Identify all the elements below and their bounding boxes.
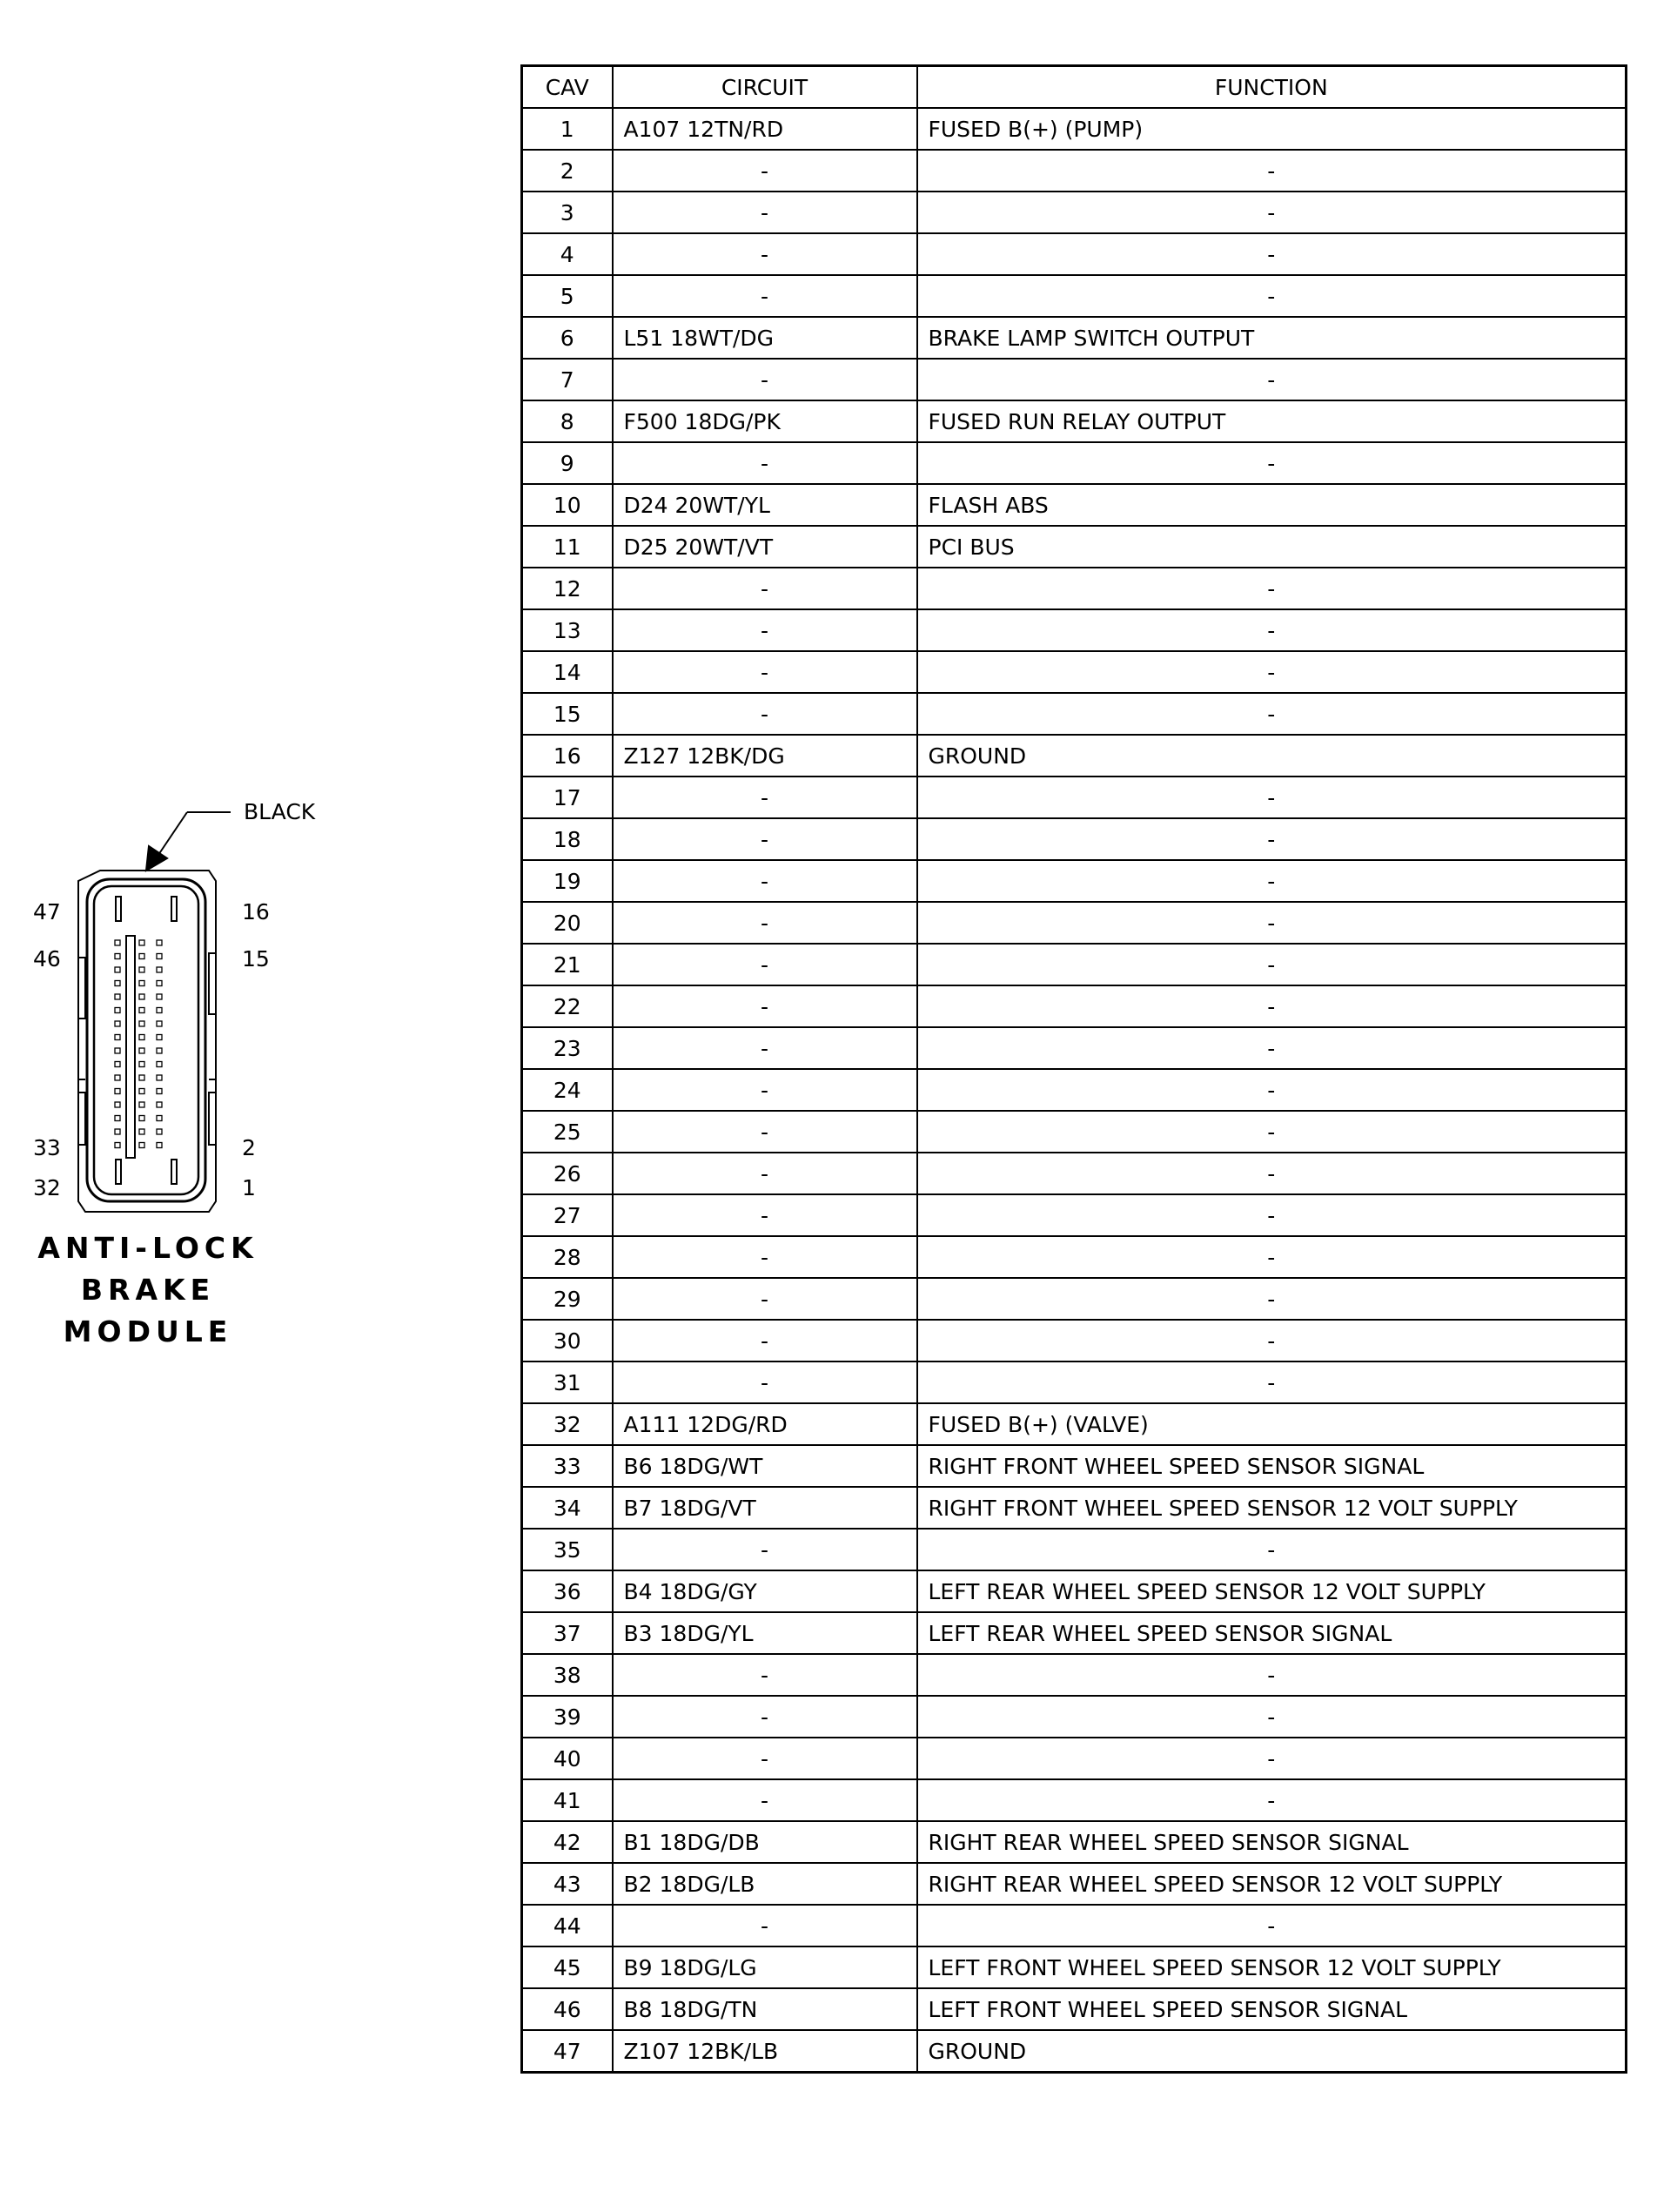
cav-cell: 47	[522, 2030, 613, 2073]
function-cell: LEFT FRONT WHEEL SPEED SENSOR 12 VOLT SUPPLY	[917, 1946, 1627, 1988]
circuit-cell: -	[613, 1069, 917, 1111]
pin-cavity	[139, 1089, 144, 1094]
cav-cell: 22	[522, 985, 613, 1027]
table-row	[522, 568, 1627, 609]
pin-cavity	[139, 1143, 144, 1148]
function-cell: -	[917, 1320, 1627, 1361]
pin-label-47: 47	[33, 899, 61, 924]
cav-cell: 19	[522, 860, 613, 902]
circuit-cell: -	[613, 359, 917, 400]
connector-diagram	[0, 783, 487, 1393]
pin-cavity	[115, 1021, 120, 1026]
table-header-row	[522, 66, 1627, 109]
pin-cavity	[157, 940, 162, 945]
cav-cell: 13	[522, 609, 613, 651]
circuit-cell: -	[613, 568, 917, 609]
pin-label-33: 33	[33, 1135, 61, 1160]
table-row	[522, 1111, 1627, 1153]
table-row	[522, 192, 1627, 233]
function-cell: -	[917, 1696, 1627, 1738]
circuit-cell: -	[613, 609, 917, 651]
function-cell: -	[917, 902, 1627, 944]
function-cell: -	[917, 1654, 1627, 1696]
cav-cell: 8	[522, 400, 613, 442]
pin-cavity	[115, 1116, 120, 1121]
circuit-cell: -	[613, 1529, 917, 1570]
circuit-cell: B1 18DG/DB	[613, 1821, 917, 1863]
cav-cell: 9	[522, 442, 613, 484]
circuit-cell: -	[613, 192, 917, 233]
circuit-cell: -	[613, 1153, 917, 1194]
cav-cell: 7	[522, 359, 613, 400]
circuit-cell: B9 18DG/LG	[613, 1946, 917, 1988]
cav-cell: 43	[522, 1863, 613, 1905]
table-row	[522, 609, 1627, 651]
pin-label-32: 32	[33, 1175, 61, 1200]
table-row	[522, 1988, 1627, 2030]
cav-cell: 45	[522, 1946, 613, 1988]
function-cell: RIGHT FRONT WHEEL SPEED SENSOR 12 VOLT SUPPLY	[917, 1487, 1627, 1529]
cav-cell: 11	[522, 526, 613, 568]
cav-cell: 28	[522, 1236, 613, 1278]
table-row	[522, 1570, 1627, 1612]
pin-cavity	[115, 1143, 120, 1148]
table-row	[522, 1654, 1627, 1696]
pin-cavity	[115, 981, 120, 986]
function-cell: -	[917, 1529, 1627, 1570]
pin-cavity	[157, 1021, 162, 1026]
table-row	[522, 693, 1627, 735]
cav-cell: 33	[522, 1445, 613, 1487]
function-cell: FUSED B(+) (VALVE)	[917, 1403, 1627, 1445]
circuit-cell: B6 18DG/WT	[613, 1445, 917, 1487]
cav-cell: 4	[522, 233, 613, 275]
table-row	[522, 1027, 1627, 1069]
circuit-cell: -	[613, 944, 917, 985]
table-row	[522, 651, 1627, 693]
cav-cell: 15	[522, 693, 613, 735]
table-row	[522, 944, 1627, 985]
function-cell: -	[917, 359, 1627, 400]
function-cell: -	[917, 985, 1627, 1027]
module-title-line-3: MODULE	[63, 1314, 233, 1348]
table-row	[522, 1194, 1627, 1236]
function-cell: -	[917, 1027, 1627, 1069]
cav-cell: 46	[522, 1988, 613, 2030]
table-row	[522, 1153, 1627, 1194]
cav-cell: 35	[522, 1529, 613, 1570]
cav-cell: 42	[522, 1821, 613, 1863]
cav-cell: 30	[522, 1320, 613, 1361]
cav-cell: 27	[522, 1194, 613, 1236]
circuit-cell: A107 12TN/RD	[613, 108, 917, 150]
cav-cell: 25	[522, 1111, 613, 1153]
circuit-cell: -	[613, 818, 917, 860]
function-cell: -	[917, 1153, 1627, 1194]
function-cell: RIGHT REAR WHEEL SPEED SENSOR 12 VOLT SUPPLY	[917, 1863, 1627, 1905]
circuit-cell: -	[613, 1027, 917, 1069]
circuit-cell: -	[613, 233, 917, 275]
header-function: FUNCTION	[917, 66, 1627, 109]
circuit-cell: B8 18DG/TN	[613, 1988, 917, 2030]
module-title-line-2: BRAKE	[80, 1273, 216, 1307]
function-cell: LEFT REAR WHEEL SPEED SENSOR SIGNAL	[917, 1612, 1627, 1654]
cav-cell: 29	[522, 1278, 613, 1320]
table-row	[522, 1361, 1627, 1403]
function-cell: -	[917, 651, 1627, 693]
pin-cavity	[115, 1048, 120, 1053]
table-row	[522, 985, 1627, 1027]
cav-cell: 17	[522, 777, 613, 818]
pin-cavity	[157, 1089, 162, 1094]
cav-cell: 32	[522, 1403, 613, 1445]
cav-cell: 34	[522, 1487, 613, 1529]
function-cell: FUSED B(+) (PUMP)	[917, 108, 1627, 150]
pin-cavity	[139, 1035, 144, 1040]
cav-cell: 20	[522, 902, 613, 944]
table-row	[522, 317, 1627, 359]
function-cell: FUSED RUN RELAY OUTPUT	[917, 400, 1627, 442]
pin-cavity	[157, 1048, 162, 1053]
pin-cavity	[139, 967, 144, 972]
table-row	[522, 275, 1627, 317]
circuit-cell: -	[613, 1278, 917, 1320]
function-cell: RIGHT FRONT WHEEL SPEED SENSOR SIGNAL	[917, 1445, 1627, 1487]
table-row	[522, 735, 1627, 777]
cav-cell: 1	[522, 108, 613, 150]
function-cell: -	[917, 1236, 1627, 1278]
function-cell: -	[917, 777, 1627, 818]
cav-cell: 24	[522, 1069, 613, 1111]
table-row	[522, 1863, 1627, 1905]
connector-color-label: BLACK	[244, 799, 316, 824]
table-row	[522, 1236, 1627, 1278]
table-row	[522, 400, 1627, 442]
circuit-cell: -	[613, 777, 917, 818]
table-row	[522, 2030, 1627, 2073]
pin-cavity	[139, 954, 144, 959]
table-row	[522, 1320, 1627, 1361]
pin-cavity	[115, 1129, 120, 1134]
circuit-cell: -	[613, 1738, 917, 1779]
pinout-table-body	[522, 108, 1627, 2073]
cav-cell: 14	[522, 651, 613, 693]
pin-cavity	[115, 1035, 120, 1040]
table-row	[522, 1738, 1627, 1779]
circuit-cell: -	[613, 902, 917, 944]
table-row	[522, 1487, 1627, 1529]
pin-cavity	[139, 994, 144, 999]
table-row	[522, 1403, 1627, 1445]
pinout-table	[520, 64, 1627, 2074]
function-cell: RIGHT REAR WHEEL SPEED SENSOR SIGNAL	[917, 1821, 1627, 1863]
circuit-cell: -	[613, 1654, 917, 1696]
circuit-cell: -	[613, 1111, 917, 1153]
table-row	[522, 1946, 1627, 1988]
pin-label-2: 2	[242, 1135, 256, 1160]
cav-cell: 44	[522, 1905, 613, 1946]
function-cell: PCI BUS	[917, 526, 1627, 568]
function-cell: -	[917, 693, 1627, 735]
pin-cavity	[139, 1048, 144, 1053]
table-row	[522, 359, 1627, 400]
cav-cell: 18	[522, 818, 613, 860]
pin-cavity	[157, 1143, 162, 1148]
circuit-cell: -	[613, 1320, 917, 1361]
pin-cavity	[157, 1062, 162, 1067]
cav-cell: 41	[522, 1779, 613, 1821]
function-cell: -	[917, 568, 1627, 609]
table-row	[522, 484, 1627, 526]
pin-cavity	[115, 1102, 120, 1107]
function-cell: GROUND	[917, 735, 1627, 777]
pin-cavity	[115, 954, 120, 959]
table-row	[522, 1445, 1627, 1487]
pin-cavity	[157, 954, 162, 959]
pin-cavity	[157, 981, 162, 986]
circuit-cell: L51 18WT/DG	[613, 317, 917, 359]
circuit-cell: B2 18DG/LB	[613, 1863, 917, 1905]
circuit-cell: B4 18DG/GY	[613, 1570, 917, 1612]
function-cell: -	[917, 609, 1627, 651]
table-row	[522, 860, 1627, 902]
circuit-cell: B7 18DG/VT	[613, 1487, 917, 1529]
cav-cell: 40	[522, 1738, 613, 1779]
circuit-cell: B3 18DG/YL	[613, 1612, 917, 1654]
pin-cavity	[157, 1129, 162, 1134]
cav-cell: 12	[522, 568, 613, 609]
pin-cavity	[157, 1102, 162, 1107]
function-cell: -	[917, 818, 1627, 860]
table-row	[522, 1779, 1627, 1821]
cav-cell: 16	[522, 735, 613, 777]
circuit-cell: -	[613, 275, 917, 317]
function-cell: -	[917, 860, 1627, 902]
function-cell: -	[917, 1278, 1627, 1320]
header-circuit: CIRCUIT	[613, 66, 917, 109]
pin-cavity	[157, 967, 162, 972]
pin-cavity	[139, 1062, 144, 1067]
table-row	[522, 777, 1627, 818]
circuit-cell: -	[613, 1696, 917, 1738]
function-cell: -	[917, 192, 1627, 233]
pin-cavity	[115, 1089, 120, 1094]
cav-cell: 6	[522, 317, 613, 359]
pin-cavity	[139, 1075, 144, 1080]
pin-cavity	[115, 994, 120, 999]
function-cell: BRAKE LAMP SWITCH OUTPUT	[917, 317, 1627, 359]
circuit-cell: Z107 12BK/LB	[613, 2030, 917, 2073]
circuit-cell: -	[613, 693, 917, 735]
pin-label-16: 16	[242, 899, 270, 924]
pin-cavity	[139, 940, 144, 945]
circuit-cell: -	[613, 1905, 917, 1946]
function-cell: -	[917, 233, 1627, 275]
circuit-cell: D24 20WT/YL	[613, 484, 917, 526]
circuit-cell: -	[613, 1236, 917, 1278]
function-cell: -	[917, 1779, 1627, 1821]
pin-cavity	[157, 1116, 162, 1121]
function-cell: -	[917, 944, 1627, 985]
circuit-cell: A111 12DG/RD	[613, 1403, 917, 1445]
circuit-cell: -	[613, 1194, 917, 1236]
pin-cavity	[115, 1008, 120, 1013]
function-cell: -	[917, 275, 1627, 317]
function-cell: -	[917, 1361, 1627, 1403]
table-row	[522, 1529, 1627, 1570]
cav-cell: 10	[522, 484, 613, 526]
pin-cavity	[157, 994, 162, 999]
function-cell: -	[917, 442, 1627, 484]
circuit-cell: -	[613, 150, 917, 192]
table-row	[522, 902, 1627, 944]
table-row	[522, 108, 1627, 150]
module-title-line-1: ANTI-LOCK	[37, 1231, 258, 1265]
table-row	[522, 818, 1627, 860]
pin-cavity	[139, 1021, 144, 1026]
pin-cavity	[115, 1075, 120, 1080]
pin-cavity	[115, 967, 120, 972]
pin-cavity	[139, 981, 144, 986]
table-row	[522, 442, 1627, 484]
table-row	[522, 1821, 1627, 1863]
table-row	[522, 1696, 1627, 1738]
cav-cell: 36	[522, 1570, 613, 1612]
function-cell: FLASH ABS	[917, 484, 1627, 526]
cav-cell: 5	[522, 275, 613, 317]
pin-cavity	[139, 1116, 144, 1121]
function-cell: GROUND	[917, 2030, 1627, 2073]
circuit-cell: D25 20WT/VT	[613, 526, 917, 568]
table-row	[522, 1278, 1627, 1320]
table-row	[522, 1069, 1627, 1111]
circuit-cell: -	[613, 1361, 917, 1403]
cav-cell: 23	[522, 1027, 613, 1069]
function-cell: -	[917, 1069, 1627, 1111]
cav-cell: 38	[522, 1654, 613, 1696]
pin-cavity	[115, 1062, 120, 1067]
cav-cell: 2	[522, 150, 613, 192]
pin-cavity	[157, 1035, 162, 1040]
header-cav: CAV	[522, 66, 613, 109]
function-cell: LEFT REAR WHEEL SPEED SENSOR 12 VOLT SUPPLY	[917, 1570, 1627, 1612]
table-row	[522, 233, 1627, 275]
cav-cell: 26	[522, 1153, 613, 1194]
function-cell: -	[917, 150, 1627, 192]
cav-cell: 37	[522, 1612, 613, 1654]
pin-cavity	[139, 1008, 144, 1013]
function-cell: -	[917, 1111, 1627, 1153]
cav-cell: 39	[522, 1696, 613, 1738]
pin-label-1: 1	[242, 1175, 256, 1200]
circuit-cell: -	[613, 651, 917, 693]
circuit-cell: -	[613, 860, 917, 902]
circuit-cell: F500 18DG/PK	[613, 400, 917, 442]
circuit-cell: -	[613, 442, 917, 484]
cav-cell: 3	[522, 192, 613, 233]
table-row	[522, 1612, 1627, 1654]
function-cell: -	[917, 1194, 1627, 1236]
function-cell: -	[917, 1905, 1627, 1946]
cav-cell: 21	[522, 944, 613, 985]
circuit-cell: -	[613, 1779, 917, 1821]
pin-cavity	[139, 1129, 144, 1134]
function-cell: LEFT FRONT WHEEL SPEED SENSOR SIGNAL	[917, 1988, 1627, 2030]
pin-cavity	[115, 940, 120, 945]
function-cell: -	[917, 1738, 1627, 1779]
table-row	[522, 1905, 1627, 1946]
circuit-cell: Z127 12BK/DG	[613, 735, 917, 777]
cav-cell: 31	[522, 1361, 613, 1403]
pin-cavity	[139, 1102, 144, 1107]
table-row	[522, 150, 1627, 192]
circuit-cell: -	[613, 985, 917, 1027]
pin-label-46: 46	[33, 946, 61, 972]
pin-cavity	[157, 1075, 162, 1080]
table-row	[522, 526, 1627, 568]
pin-label-15: 15	[242, 946, 270, 972]
pin-cavity	[157, 1008, 162, 1013]
